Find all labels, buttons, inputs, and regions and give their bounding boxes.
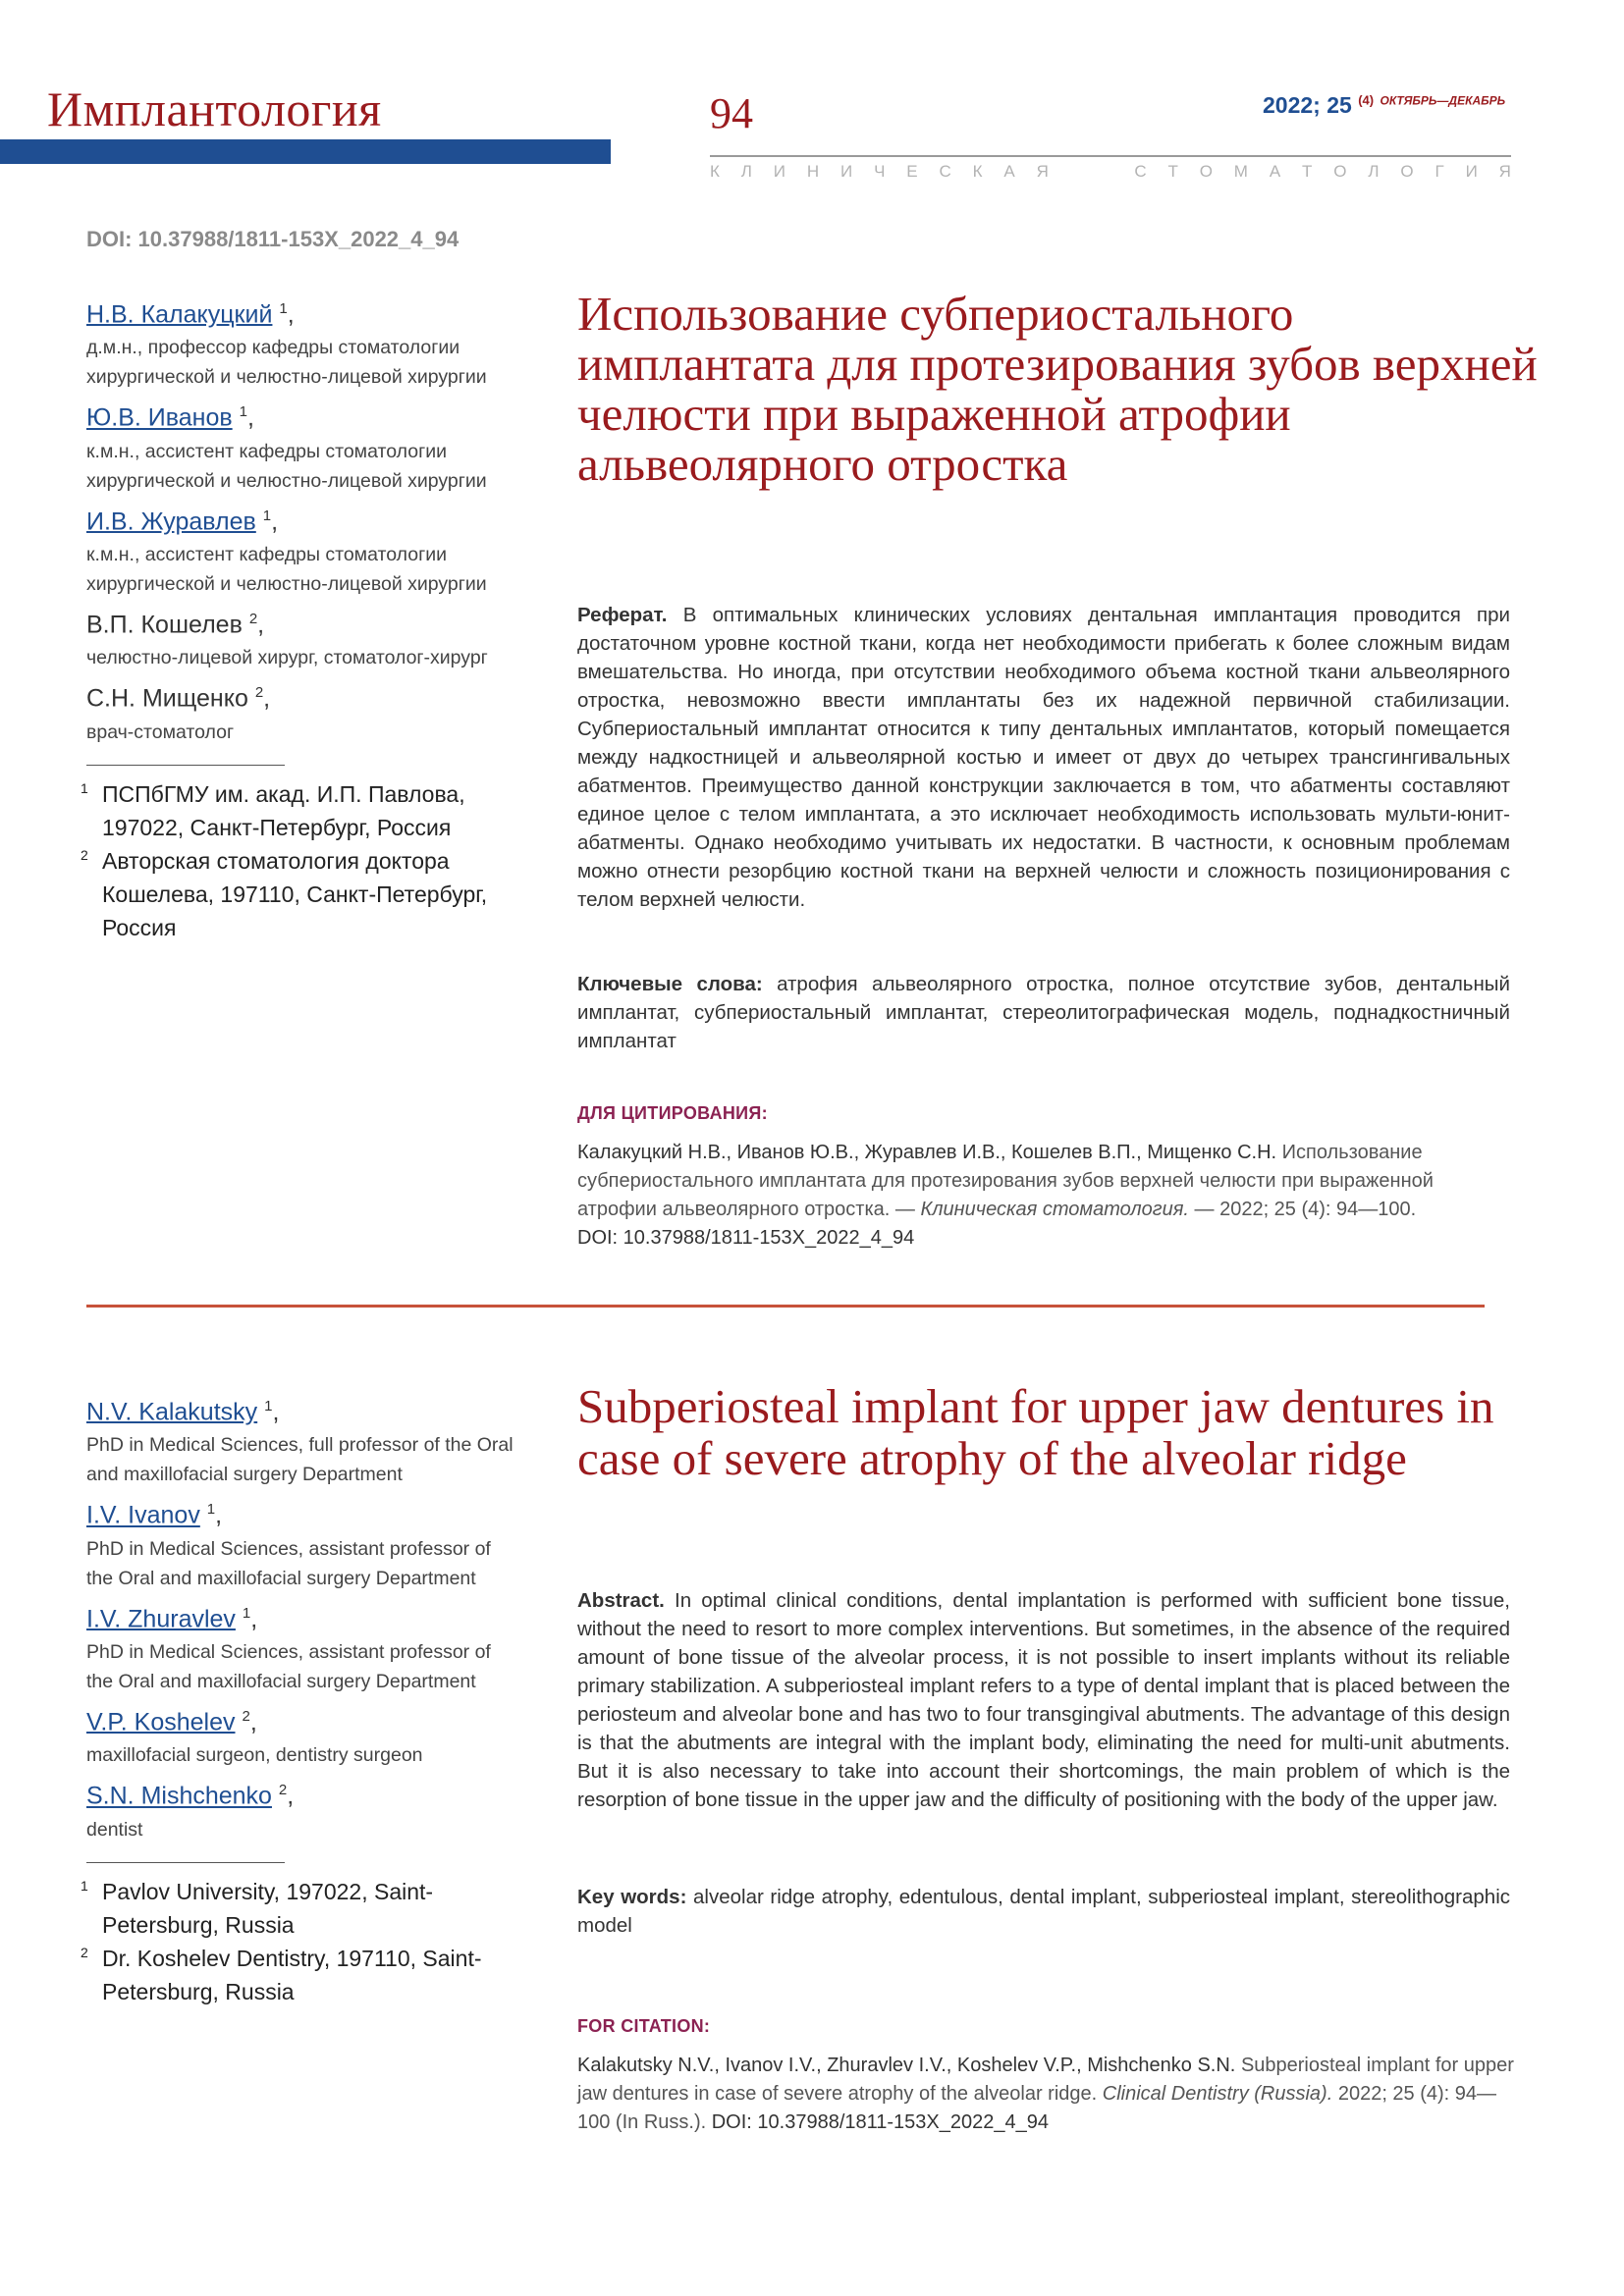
author-name[interactable]: V.P. Koshelev $^2$, bbox=[86, 1707, 257, 1736]
ru-citation bbox=[577, 1139, 1515, 1253]
journal-letter: Я bbox=[1036, 162, 1049, 181]
author-text: С.Н. Мищенко bbox=[86, 684, 248, 713]
affiliation-text: Авторская стоматология доктора Кошелева, 197110, Санкт-Петербург, Россия bbox=[102, 847, 488, 940]
ru-citation-label: ДЛЯ ЦИТИРОВАНИЯ: bbox=[577, 1103, 768, 1123]
issue-info bbox=[1263, 92, 1505, 119]
ru-citation-doi: DOI: 10.37988/1811-153X_2022_4_94 bbox=[577, 1227, 915, 1249]
en-keywords-label: Key words: bbox=[577, 1886, 687, 1908]
journal-letter: Н bbox=[806, 162, 820, 181]
author-affiliation-mark: 1 bbox=[262, 507, 272, 524]
en-citation-tail: 2022; 25 (4): 94—100 (In Russ.). bbox=[577, 2083, 1497, 2133]
author-link[interactable]: Ю.В. Иванов bbox=[86, 403, 233, 432]
header-bar bbox=[0, 139, 611, 164]
author-description: врач-стоматолог bbox=[86, 721, 235, 743]
ru-abstract-label: Реферат. bbox=[577, 604, 668, 626]
ru-keywords-text: атрофия альвеолярного отростка, полное отсутствие зубов, дентальный имплантат, субпериостальный имплантат, стереолитографическая модель, поднадкостничный имплантат bbox=[577, 973, 1510, 1052]
en-abstract-label: Abstract. bbox=[577, 1589, 665, 1612]
journal-letter: Ч bbox=[874, 162, 886, 181]
author-description: dentist bbox=[86, 1818, 143, 1841]
author-affiliation-mark: 1 bbox=[279, 300, 288, 317]
header-rule bbox=[710, 155, 1511, 157]
journal-letter: Л bbox=[1368, 162, 1380, 181]
author-affiliation-mark: 1 bbox=[264, 1398, 273, 1415]
ru-keywords bbox=[577, 970, 1510, 1055]
en-author-list bbox=[81, 1398, 518, 2008]
author-link[interactable]: V.P. Koshelev bbox=[86, 1708, 236, 1736]
author-link[interactable]: Н.В. Калакуцкий bbox=[86, 300, 273, 329]
doi-top: DOI: 10.37988/1811-153X_2022_4_94 bbox=[86, 227, 460, 251]
affiliation-rule bbox=[86, 1862, 285, 1863]
author-link[interactable]: I.V. Zhuravlev bbox=[86, 1604, 236, 1632]
author-affiliation-mark: 1 bbox=[242, 1604, 251, 1622]
affiliation-mark: 1 bbox=[81, 779, 88, 796]
author-name[interactable]: I.V. Ivanov $^1$, bbox=[86, 1501, 223, 1529]
author-name[interactable]: S.N. Mishchenko $^2$, bbox=[86, 1782, 295, 1810]
affiliation-mark: 2 bbox=[81, 846, 88, 863]
author-name[interactable]: И.В. Журавлев $^1$, bbox=[86, 507, 279, 535]
journal-letter: Л bbox=[740, 162, 752, 181]
ru-abstract bbox=[577, 601, 1510, 914]
ru-keywords-label: Ключевые слова: bbox=[577, 973, 763, 995]
issue-months: ОКТЯБРЬ—ДЕКАБРЬ bbox=[1380, 93, 1506, 108]
journal-letter: Я bbox=[1498, 162, 1511, 181]
ru-article-title: Использование субпериостального имплантата для протезирования зубов верхней челюсти при выраженной атрофии альвеолярного отростка bbox=[577, 287, 1538, 491]
journal-letter: И bbox=[840, 162, 853, 181]
author-description: maxillofacial surgeon, dentistry surgeon bbox=[86, 1744, 423, 1767]
journal-letter: А bbox=[1003, 162, 1015, 181]
journal-letter: О bbox=[1400, 162, 1414, 181]
ru-abstract-text: В оптимальных клинических условиях дентальная имплантация проводится при достаточном уровне костной ткани, когда нет необходимости прибегать к более сложным видам вмешательства. Но иногда, при отсутствии необходимого объема костной ткани альвеолярного отростка, невозможно ввести имплантаты без их надежной первичной стабилизации. Субпериостальный имплантат относится к типу дентальных имплантатов, который помещается между надкостницей и альвеолярной костью и имеет от двух до четырех трансгингивальных абатментов. Преимущество данной конструкции заключается в том, что абатменты составляют единое целое с телом имплантата, а это исключает необходимость использовать мульти-юнит-абатменты. Однако необходимо учитывать их недостатки. В частности, к основным проблемам можно отнести резорбцию костной ткани на верхней челюсти и сложность позиционирования с телом верхней челюсти. bbox=[577, 604, 1510, 911]
affiliation-item bbox=[81, 844, 518, 944]
en-keywords-text: alveolar ridge atrophy, edentulous, dental implant, subperiosteal implant, stereolithographic model bbox=[577, 1886, 1510, 1937]
en-abstract bbox=[577, 1586, 1510, 1814]
author-affiliation-mark: 2 bbox=[248, 610, 258, 627]
author-link[interactable]: И.В. Журавлев bbox=[86, 507, 256, 535]
journal-letter: Т bbox=[1302, 162, 1313, 181]
author-description: челюстно-лицевой хирург, стоматолог-хирург bbox=[86, 647, 488, 669]
author-affiliation-mark: 1 bbox=[239, 403, 247, 421]
affiliation-text: Pavlov University, 197022, Saint-Petersburg, Russia bbox=[102, 1878, 434, 1938]
author-name[interactable]: N.V. Kalakutsky $^1$, bbox=[86, 1398, 280, 1426]
ru-citation-journal: Клиническая стоматология. bbox=[920, 1199, 1189, 1220]
author-description: PhD in Medical Sciences, full professor of the Oral and maxillofacial surgery Department bbox=[86, 1434, 514, 1486]
journal-letter: С bbox=[939, 162, 951, 181]
en-abstract-text: In optimal clinical conditions, dental implantation is performed with sufficient bone tissue, without the need to resort to more complex interventions. But sometimes, in the absence of the required amount of bone tissue of the alveolar process, it is not possible to insert implants without its reliable primary stabilization. A subperiosteal implant refers to a type of dental implant that is placed between the periosteum and alveolar bone and has two to four transgingival abutments. The advantage of this design is that the abutments are integral with the implant body, eliminating the need for multi-unit abutments. But it is also necessary to take into account their shortcomings, the main problem of which is the resorption of bone tissue in the upper jaw and the difficulty of positioning with the body of the upper jaw. bbox=[577, 1589, 1510, 1811]
issue-volume: 25 bbox=[1326, 92, 1352, 118]
journal-letter: А bbox=[1269, 162, 1281, 181]
affiliation-item bbox=[81, 777, 518, 844]
journal-name bbox=[710, 162, 1511, 182]
affiliation-item bbox=[81, 1875, 518, 1942]
affiliation-item bbox=[81, 1942, 518, 2008]
author-affiliation-mark: 1 bbox=[206, 1501, 216, 1519]
author-affiliation-mark: 2 bbox=[278, 1782, 288, 1799]
author-name[interactable]: I.V. Zhuravlev $^1$, bbox=[86, 1604, 258, 1632]
author-affiliation-mark: 2 bbox=[254, 684, 264, 702]
author-description: PhD in Medical Sciences, assistant professor of the Oral and maxillofacial surgery Department bbox=[86, 1537, 491, 1589]
en-citation bbox=[577, 2052, 1515, 2137]
journal-letter: И bbox=[773, 162, 785, 181]
affiliation-rule bbox=[86, 765, 285, 766]
author-link[interactable]: S.N. Mishchenko bbox=[86, 1782, 272, 1810]
en-citation-doi: DOI: 10.37988/1811-153X_2022_4_94 bbox=[711, 2111, 1049, 2133]
author-link[interactable]: N.V. Kalakutsky bbox=[86, 1398, 258, 1426]
author-name[interactable]: Ю.В. Иванов $^1$, bbox=[86, 403, 254, 432]
affiliation-text: ПСПбГМУ им. акад. И.П. Павлова, 197022, Санкт-Петербург, Россия bbox=[102, 780, 465, 840]
author-link[interactable]: I.V. Ivanov bbox=[86, 1501, 200, 1529]
journal-letter: К bbox=[710, 162, 720, 181]
en-citation-label: FOR CITATION: bbox=[577, 2016, 711, 2036]
journal-letter: О bbox=[1199, 162, 1213, 181]
journal-letter: М bbox=[1233, 162, 1248, 181]
section-title: Имплантология bbox=[47, 81, 382, 136]
author-name: В.П. Кошелев $^2$, bbox=[86, 610, 265, 639]
en-citation-journal: Clinical Dentistry (Russia). bbox=[1102, 2083, 1333, 2105]
en-citation-title: Subperiosteal implant for upper jaw dentures in case of severe atrophy of the alveolar ridge. bbox=[577, 2055, 1514, 2105]
journal-letter: О bbox=[1333, 162, 1347, 181]
author-text: В.П. Кошелев bbox=[86, 611, 243, 639]
en-keywords bbox=[577, 1883, 1510, 1940]
journal-letter: Е bbox=[906, 162, 918, 181]
author-description: PhD in Medical Sciences, assistant professor of the Oral and maxillofacial surgery Department bbox=[86, 1640, 491, 1692]
journal-letter: Т bbox=[1167, 162, 1178, 181]
issue-year: 2022; bbox=[1263, 92, 1321, 118]
ru-citation-title: Использование субпериостального имплантата для протезирования зубов верхней челюсти при выраженной атрофии альвеолярного отростка. — bbox=[577, 1142, 1434, 1220]
journal-letter: К bbox=[972, 162, 983, 181]
ru-citation-tail: — 2022; 25 (4): 94—100. bbox=[1194, 1199, 1417, 1220]
en-article-title: Subperiosteal implant for upper jaw dentures in case of severe atrophy of the alveolar ridge bbox=[577, 1379, 1494, 1485]
journal-letter: Г bbox=[1435, 162, 1444, 181]
author-description: к.м.н., ассистент кафедры стоматологии хирургической и челюстно-лицевой хирургии bbox=[86, 440, 487, 492]
ru-author-list bbox=[81, 300, 518, 944]
author-name: С.Н. Мищенко $^2$, bbox=[86, 684, 271, 713]
affiliation-mark: 2 bbox=[81, 1944, 88, 1960]
author-description: д.м.н., профессор кафедры стоматологии хирургической и челюстно-лицевой хирургии bbox=[86, 337, 487, 389]
author-description: к.м.н., ассистент кафедры стоматологии хирургической и челюстно-лицевой хирургии bbox=[86, 543, 487, 595]
en-citation-authors: Kalakutsky N.V., Ivanov I.V., Zhuravlev I.V., Koshelev V.P., Mishchenko S.N. bbox=[577, 2055, 1236, 2076]
issue-number: (4) bbox=[1358, 92, 1375, 108]
affiliation-text: Dr. Koshelev Dentistry, 197110, Saint-Petersburg, Russia bbox=[102, 1945, 482, 2004]
ru-citation-authors: Калакуцкий Н.В., Иванов Ю.В., Журавлев И.В., Кошелев В.П., Мищенко С.Н. bbox=[577, 1142, 1277, 1163]
journal-letter: С bbox=[1134, 162, 1147, 181]
author-affiliation-mark: 2 bbox=[242, 1707, 250, 1725]
section-divider bbox=[86, 1305, 1485, 1308]
affiliation-mark: 1 bbox=[81, 1877, 88, 1894]
author-name[interactable]: Н.В. Калакуцкий $^1$, bbox=[86, 300, 295, 329]
journal-letter: И bbox=[1465, 162, 1478, 181]
page-number: 94 bbox=[710, 89, 753, 137]
